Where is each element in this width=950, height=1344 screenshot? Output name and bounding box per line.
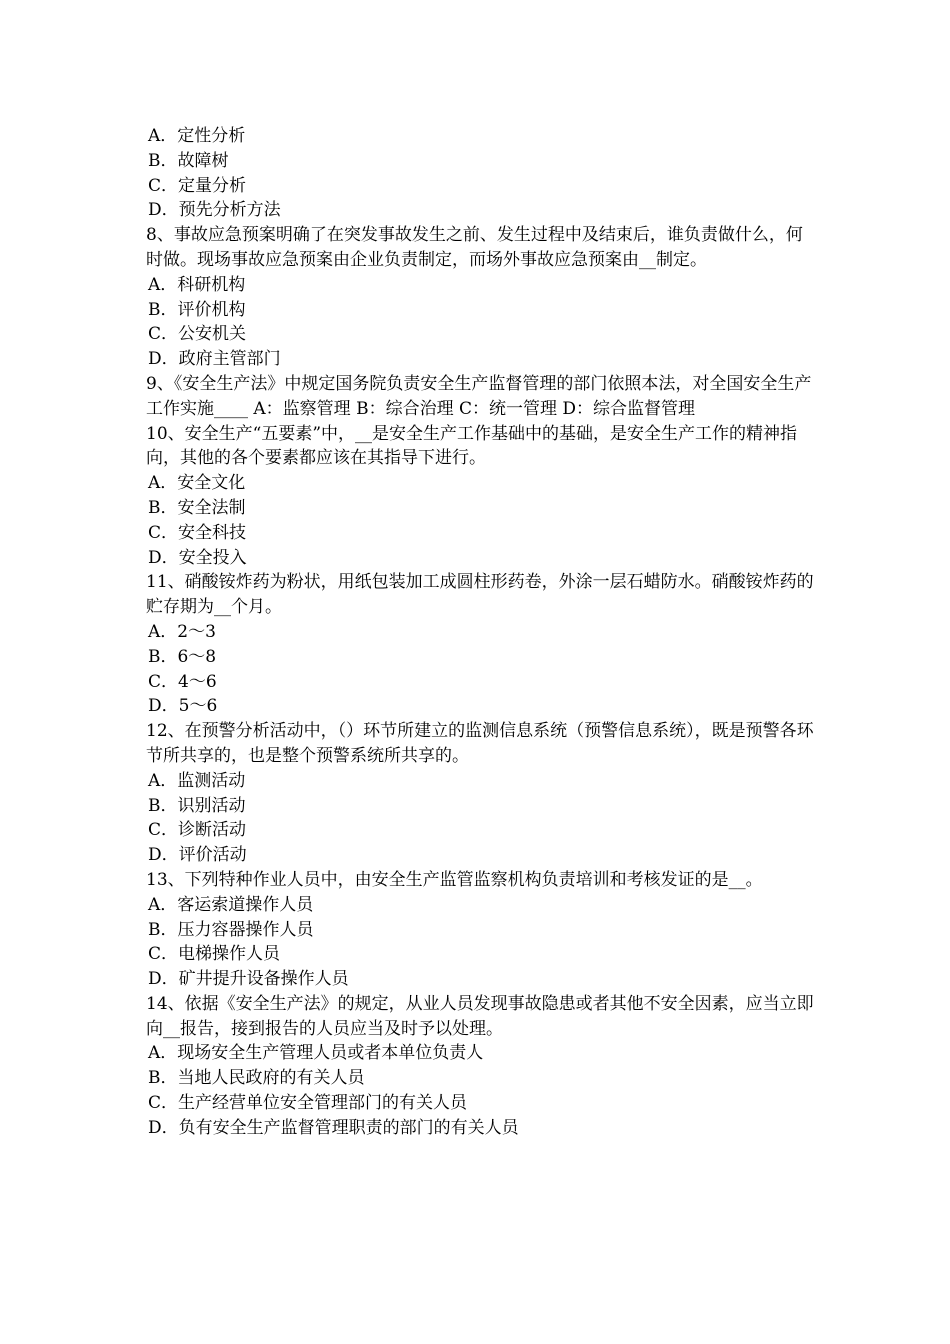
option-b: B．压力容器操作人员 <box>148 919 314 940</box>
option-d: D．5～6 <box>148 696 218 717</box>
option-b: B．安全法制 <box>148 497 246 518</box>
option-d: D．负有安全生产监督管理职责的部门的有关人员 <box>148 1117 519 1138</box>
option-b: B．识别活动 <box>148 795 246 816</box>
document-body <box>146 124 816 1141</box>
question-9: 9、《安全生产法》中规定国务院负责安全生产监督管理的部门依照本法，对全国安全生产工作实施____ A：监察管理 B：综合治理 C：统一管理 D：综合监督管理 <box>146 373 812 419</box>
option-a: A．现场安全生产管理人员或者本单位负责人 <box>148 1043 484 1064</box>
option-a: A．监测活动 <box>148 770 246 791</box>
option-a: A．科研机构 <box>148 274 246 295</box>
option-c: C．公安机关 <box>148 324 247 345</box>
question-10: 10、安全生产“五要素”中，__是安全生产工作基础中的基础，是安全生产工作的精神指向，其他的各个要素都应该在其指导下进行。 <box>146 423 798 469</box>
option-c: C．电梯操作人员 <box>148 944 281 965</box>
option-b: B．评价机构 <box>148 299 246 320</box>
option-a: A．定性分析 <box>148 126 246 146</box>
option-c: C．生产经营单位安全管理部门的有关人员 <box>148 1093 468 1114</box>
option-c: C．定量分析 <box>148 175 247 196</box>
option-d: D．安全投入 <box>148 547 247 568</box>
question-8: 8、事故应急预案明确了在突发事故发生之前、发生过程中及结束后，谁负责做什么，何时做。现场事故应急预案由企业负责制定，而场外事故应急预案由__制定。 <box>146 225 803 270</box>
option-b: B．故障树 <box>148 150 229 171</box>
option-d: D．政府主管部门 <box>148 349 281 370</box>
option-c: C．安全科技 <box>148 522 247 543</box>
option-a: A．安全文化 <box>148 473 246 494</box>
question-13: 13、下列特种作业人员中，由安全生产监管监察机构负责培训和考核发证的是__。 <box>146 869 763 890</box>
option-a: A．客运索道操作人员 <box>148 894 314 915</box>
option-d: D．预先分析方法 <box>148 200 281 221</box>
question-14: 14、依据《安全生产法》的规定，从业人员发现事故隐患或者其他不安全因素，应当立即向__报告，接到报告的人员应当及时予以处理。 <box>146 993 814 1039</box>
option-b: B．6～8 <box>148 646 217 667</box>
option-d: D．矿井提升设备操作人员 <box>148 969 349 990</box>
question-12: 12、在预警分析活动中，（）环节所建立的监测信息系统（预警信息系统），既是预警各环节所共享的，也是整个预警系统所共享的。 <box>146 721 814 766</box>
option-b: B．当地人民政府的有关人员 <box>148 1068 365 1089</box>
option-c: C．4～6 <box>148 671 217 692</box>
option-c: C．诊断活动 <box>148 820 247 841</box>
question-11: 11、硝酸铵炸药为粉状，用纸包装加工成圆柱形药卷，外涂一层石蜡防水。硝酸铵炸药的贮存期为__个月。 <box>146 572 814 618</box>
option-d: D．评价活动 <box>148 845 247 866</box>
option-a: A．2～3 <box>148 621 216 642</box>
